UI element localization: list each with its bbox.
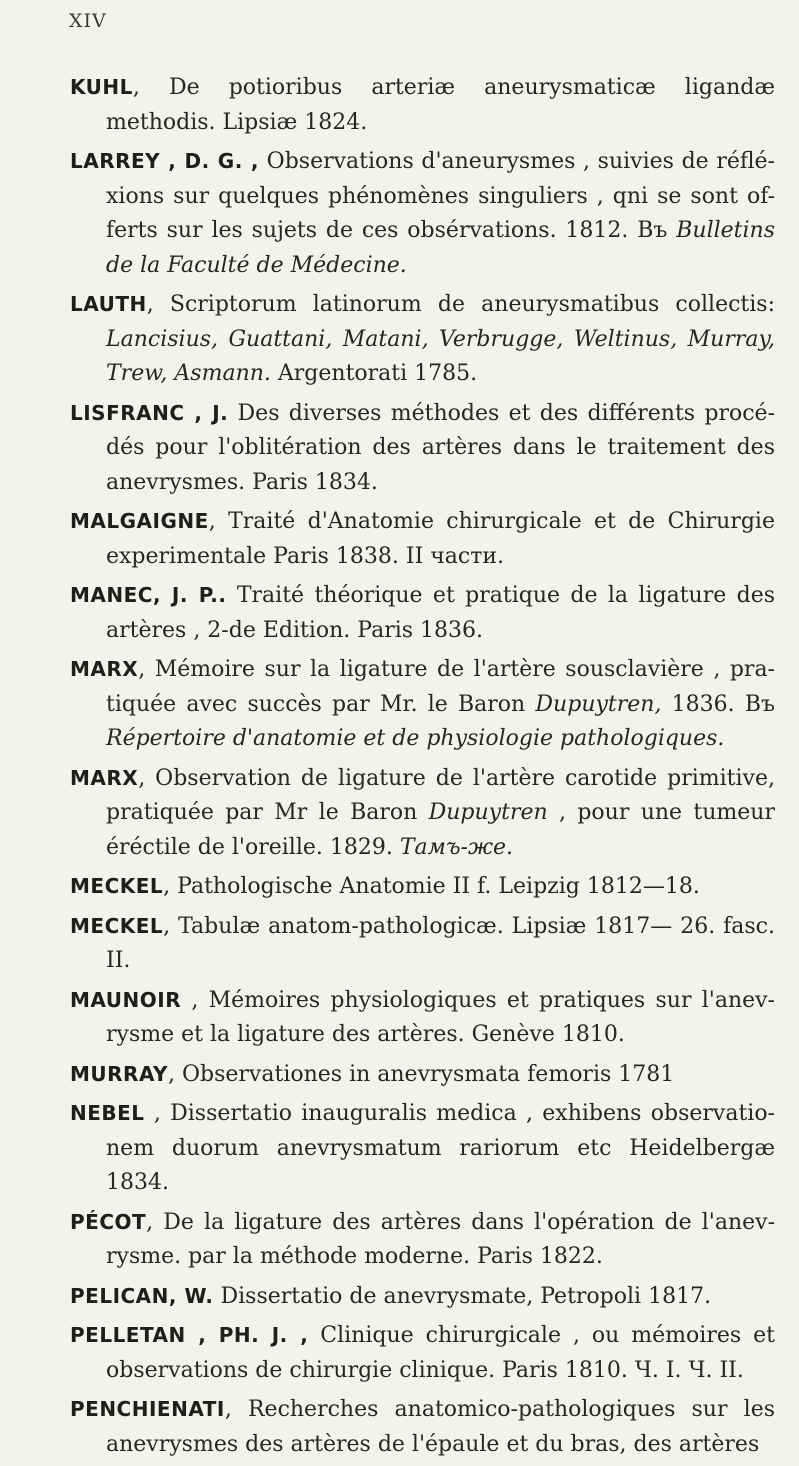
bibliography-entry — [70, 578, 775, 648]
entry-text: , De la ligature des artères dans l'opération de l'anev-rysme. par la méthode moderne. Paris 1822. — [106, 1209, 775, 1269]
bibliography-entry — [70, 1279, 775, 1315]
entry-italic-text: Dupuytren, — [535, 691, 662, 717]
entry-text: , Mémoire sur la ligature de l'artère sousclavière , pra-tiquée avec succès par Mr. le Baron — [106, 657, 775, 717]
entry-author: MECKEL — [70, 913, 164, 938]
bibliography-entry — [70, 1096, 775, 1201]
entry-author: MURRAY — [70, 1061, 168, 1086]
entry-author: PELLETAN , PH. J. , — [70, 1323, 309, 1347]
bibliography-entry — [70, 504, 775, 574]
entry-text: Argentorati 1785. — [270, 361, 478, 386]
entry-text: Des diverses méthodes et des différents procé-dés pour l'oblitération des artères dans le traitement des anevrysmes. Paris 1834. — [106, 400, 775, 495]
entry-text: , Tabulæ anatom-pathologicæ. Lipsiæ 1817— 26. fasc. II. — [106, 913, 775, 973]
bibliography-list — [70, 70, 775, 1466]
bibliography-entry — [70, 983, 775, 1053]
entry-author: PENCHIENATI — [70, 1397, 225, 1421]
entry-text: , Traité d'Anatomie chirurgicale et de Chirurgie experimentale Paris 1838. II части. — [106, 509, 775, 569]
entry-author: PELICAN, W. — [70, 1283, 214, 1308]
entry-text: , Mémoires physiologiques et pratiques sur l'anev-rysme et la ligature des artères. Genève 1810. — [106, 987, 775, 1047]
entry-author: LISFRANC , J. — [70, 400, 229, 425]
entry-author: MANEC, J. P.. — [70, 583, 227, 607]
bibliography-entry — [70, 144, 775, 283]
entry-text: , Scriptorum latinorum de aneurysmatibus collectis: — [146, 292, 775, 317]
entry-text: 1836. Въ — [661, 691, 775, 717]
entry-author: LARREY , D. G. , — [70, 149, 260, 173]
entry-author: MAUNOIR — [70, 987, 182, 1012]
entry-text: Dissertatio de anevrysmate, Petropoli 1817. — [213, 1283, 712, 1309]
page-number: XIV — [69, 10, 107, 32]
bibliography-entry — [70, 287, 775, 392]
entry-author: NEBEL — [70, 1101, 145, 1125]
entry-text: , Recherches anatomico-pathologiques sur les anevrysmes des artères de l'épaule et du bras, des artères — [106, 1397, 775, 1457]
entry-italic-text: Lancisius, Guattani, Matani, Verbrugge, Weltinus, Murray, Trew, Asmann. — [106, 326, 775, 386]
bibliography-entry — [70, 70, 775, 140]
bibliography-entry — [70, 1057, 775, 1093]
entry-text: , Pathologische Anatomie II f. Leipzig 1812—18. — [163, 874, 700, 899]
bibliography-entry — [70, 396, 775, 501]
entry-author: LAUTH — [70, 292, 147, 316]
entry-author: MARX — [70, 657, 139, 681]
entry-text: Observations d'aneurysmes , suivies de réflé-xions sur quelques phénomènes singuliers , qni se sont of-ferts sur les sujets de ces obsérvations. 1812. Въ — [106, 149, 775, 243]
entry-author: MALGAIGNE — [70, 509, 209, 533]
bibliography-entry — [70, 909, 775, 979]
entry-text: , De potioribus arteriæ aneurysmaticæ ligandæ methodis. Lipsiæ 1824. — [106, 75, 775, 135]
entry-italic-text: Тамъ-же. — [399, 834, 514, 860]
entry-author: PÉCOT — [70, 1209, 147, 1234]
entry-author: KUHL — [70, 75, 133, 99]
bibliography-entry — [70, 1205, 775, 1275]
bibliography-entry — [70, 1392, 775, 1462]
entry-italic-text: Dupuytren — [428, 800, 548, 825]
bibliography-entry — [70, 761, 775, 866]
entry-author: MARX — [70, 765, 139, 790]
entry-text: , pour une tumeur éréctile de l'oreille. 1829. — [106, 800, 775, 860]
entry-text: , Observation de ligature de l'artère carotide primitive, pratiquée par Mr le Baron — [106, 765, 775, 825]
entry-text: , Observationes in anevrysmata femoris 1781 — [168, 1061, 675, 1087]
bibliography-entry — [70, 1318, 775, 1388]
entry-text: Traité théorique et pratique de la ligature des artères , 2-de Edition. Paris 1836. — [106, 583, 776, 643]
entry-text: Clinique chirurgicale , ou mémoires et observations de chirurgie clinique. Paris 1810. Ч. I. Ч. II. — [106, 1323, 775, 1383]
entry-italic-text: Répertoire d'anatomie et de physiologie pathologiques. — [106, 726, 725, 751]
bibliography-entry — [70, 869, 775, 905]
entry-text: , Dissertatio inauguralis medica , exhibens observatio-nem duorum anevrysmatum rariorum etc Heidelbergæ 1834. — [106, 1101, 775, 1195]
entry-author: MECKEL — [70, 874, 164, 898]
bibliography-entry — [70, 652, 775, 757]
entry-italic-text: Bulletins de la Faculté de Médecine. — [106, 218, 775, 278]
